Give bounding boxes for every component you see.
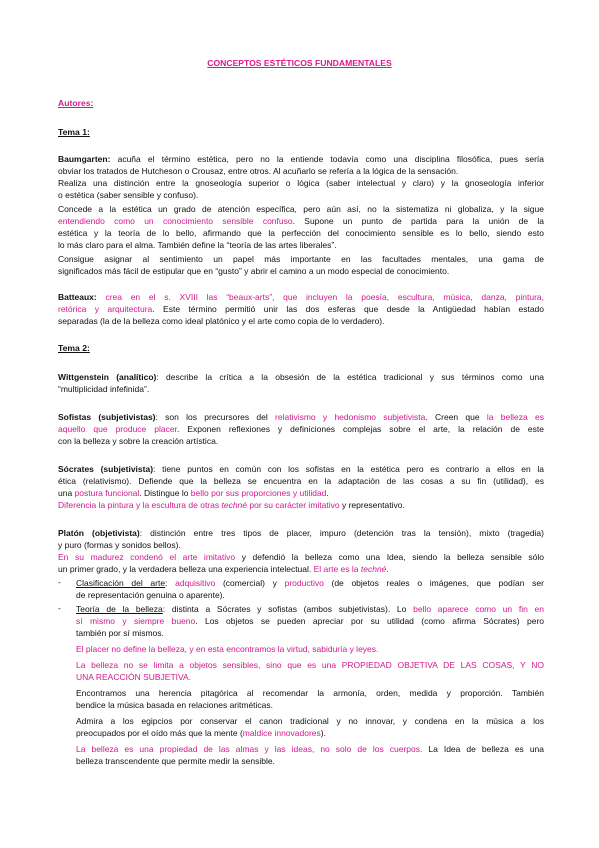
wittgenstein-name: Wittgenstein (analítico)	[58, 372, 157, 382]
text-span: La Idea de belleza es una	[422, 744, 544, 754]
baumgarten-line-5: Concede a la estética un grado de atención específica, pero aún así, no la sistematiza ni globaliza, y la sigue	[58, 204, 544, 214]
baumgarten-name: Baumgarten:	[58, 154, 111, 164]
highlight-span: postura funcional	[74, 488, 140, 498]
teoria-line-9: Admira a los egipcios por conservar el canon tradicional y no innovar, y condena en la música a los	[76, 716, 544, 726]
platon-line-3	[58, 551, 544, 563]
sofistas-name: Sofistas (subjetivistas)	[58, 412, 156, 422]
baumgarten-line-4: o estética (saber sensible y confuso).	[58, 190, 199, 200]
text-span: : tiene puntos en común con los sofistas en la estética pero es contrario a ellos en la	[153, 464, 544, 474]
highlight-span: maldice innovadores	[242, 728, 321, 738]
text-span: . Creen que	[425, 412, 487, 422]
text-span: .	[326, 488, 329, 498]
highlight-span: aquello que produce placer	[58, 424, 177, 434]
highlight-span: bello aparece como un fin en	[413, 604, 544, 614]
baumgarten-line-2: obviar los tratados de Hutcheson o Crousaz, entre otros. Al acuñarlo se refería a la lógica de la sensación.	[58, 166, 459, 176]
highlight-span: retórica y arquitectura	[58, 304, 153, 314]
highlight-span: adquisitivo	[175, 578, 216, 588]
socrates-name: Sócrates (subjetivista)	[58, 464, 154, 474]
highlight-span: productivo	[284, 578, 324, 588]
teoria-line-3: también por sí mismos.	[76, 628, 164, 638]
highlight-span: crea en el s. XVIII las “beaux-arts”, que incluyen la poesía, escultura, música, danza, pintura,	[96, 292, 544, 302]
clasificacion-line-1	[76, 577, 544, 589]
platon-line-1	[58, 527, 544, 539]
highlight-span: entendiendo como un conocimiento sensible confuso	[58, 216, 293, 226]
text-span: .	[386, 564, 389, 574]
baumgarten-line-9: Consigue asignar al sentimiento un papel más importante en las facultades mentales, una gama de	[58, 254, 544, 264]
text-span: : describe la crítica a la obsesión de la estética tradicional y sus términos como una	[156, 372, 544, 382]
text-span: (comercial) y	[215, 578, 285, 588]
batteaux-line-1	[58, 291, 544, 303]
list-bullet: -	[58, 603, 61, 613]
socrates-line-3	[58, 487, 544, 499]
text-span: : distinta a Sócrates y sofistas (ambos subjetivistas). Lo	[162, 604, 414, 614]
baumgarten-line-6	[58, 215, 544, 227]
list-item-heading: Clasificación del arte	[76, 578, 166, 588]
highlight-span: La belleza es una propiedad de las almas y las ideas, no solo de los cuerpos.	[76, 744, 423, 754]
socrates-line-1	[58, 463, 544, 475]
teoria-line-4: El placer no define la belleza, y en esta encontramos la virtud, sabiduría y leyes.	[76, 644, 379, 654]
tema2-heading: Tema 2:	[58, 343, 90, 353]
highlight-span: techné	[221, 500, 248, 510]
text-span: : distinción entre tres tipos de placer, impuro (detención tras la tensión), mixto (tragedia)	[139, 528, 544, 538]
text-span: preocupados por el oído más que la mente (	[76, 728, 243, 738]
baumgarten-line-7: estética y la teoría de lo bello, afirmando que la perfección del conocimiento sensible es lo bello, siendo esto	[58, 228, 544, 238]
highlight-span: bello por sus proporciones y utilidad	[190, 488, 327, 498]
text-span: . Este término permitió unir las dos esferas que desde la Antigüedad habían estado	[152, 304, 544, 314]
socrates-line-4	[58, 499, 544, 511]
highlight-span: la belleza es	[486, 412, 544, 422]
platon-line-2: y puro (formas y sonidos bellos).	[58, 540, 181, 550]
teoria-line-11	[76, 743, 544, 755]
highlight-span: techné	[360, 564, 387, 574]
teoria-line-5: La belleza no se limita a objetos sensibles, sino que es una PROPIEDAD OBJETIVA DE LAS COSAS, Y NO	[76, 660, 544, 670]
teoria-line-6: UNA REACCIÓN SUBJETIVA.	[76, 672, 192, 682]
text-span: acuña el término estética, pero no la entiende todavía como una disciplina filosófica, pues sería	[110, 154, 544, 164]
platon-name: Platón (objetivista)	[58, 528, 140, 538]
text-span: : son los precursores del	[155, 412, 276, 422]
highlight-span: El arte es la	[313, 564, 361, 574]
text-span: :	[165, 578, 176, 588]
list-item-heading: Teoría de la belleza	[76, 604, 163, 614]
teoria-line-1	[76, 603, 544, 615]
baumgarten-line-8: lo más claro para el alma. También define la “teoría de las artes liberales”.	[58, 240, 337, 250]
baumgarten-line-10: significados más fácil de estipular que en “gusto” y abrir el camino a un modo especial de conocimiento.	[58, 266, 450, 276]
sofistas-line-3: con la belleza y sobre la creación artística.	[58, 436, 219, 446]
clasificacion-line-2: de representación genuina o aparente).	[76, 590, 225, 600]
teoria-line-2	[76, 615, 544, 627]
wittgenstein-line-1	[58, 371, 544, 383]
text-span: y representativo.	[339, 500, 405, 510]
batteaux-line-3: separadas (la de la belleza como ideal platónico y el arte como copia de lo verdadero).	[58, 316, 385, 326]
list-bullet: -	[58, 577, 61, 587]
tema1-heading: Tema 1:	[58, 127, 90, 137]
baumgarten-line-1	[58, 153, 544, 165]
teoria-line-7: Encontramos una herencia pitagórica al recomendar la armonía, orden, medida y proporción. También	[76, 688, 544, 698]
text-span: . Exponen reflexiones y definiciones complejas sobre el arte, la relación de este	[176, 424, 544, 434]
platon-line-4	[58, 563, 544, 575]
socrates-line-2: ética (relativismo). Defiende que la belleza se encuentra en la adaptación de las cosas a su fin (utilidad), es	[58, 476, 544, 486]
highlight-span: por su carácter imitativo	[247, 500, 340, 510]
teoria-line-12: belleza transcendente que permite medir la sensible.	[76, 756, 275, 766]
text-span: . Los objetos se pueden apreciar por su utilidad (como afirma Sócrates) pero	[195, 616, 544, 626]
text-span: ).	[320, 728, 326, 738]
text-span: un primer grado, y la verdadera belleza una experiencia intelectual.	[58, 564, 314, 574]
teoria-line-8: bendice la música basada en relaciones aritméticas.	[76, 700, 274, 710]
text-span: una	[58, 488, 75, 498]
wittgenstein-line-2: “multiplicidad infefinida”.	[58, 384, 150, 394]
highlight-span: Diferencia la pintura y la escultura de otras	[58, 500, 222, 510]
highlight-span: relativismo y hedonismo subjetivista	[275, 412, 426, 422]
highlight-span: sí mismo y siempre bueno	[76, 616, 196, 626]
document-title: CONCEPTOS ESTÉTICOS FUNDAMENTALES	[207, 58, 392, 68]
text-span: . Supone un punto de partida para la unión de la	[292, 216, 544, 226]
text-span: . Distingue lo	[139, 488, 191, 498]
baumgarten-line-3: Realiza una distinción entre la gnoseología superior o lógica (saber intelectual y claro) y la gnoseología inferior	[58, 178, 544, 188]
autores-heading: Autores:	[58, 98, 94, 108]
text-span: y defendió la belleza como una Idea, siendo la belleza sensible sólo	[235, 552, 544, 562]
batteaux-name: Batteaux:	[58, 292, 97, 302]
sofistas-line-2	[58, 423, 544, 435]
batteaux-line-2	[58, 303, 544, 315]
highlight-span: En su madurez condenó el arte imitativo	[58, 552, 236, 562]
sofistas-line-1	[58, 411, 544, 423]
teoria-line-10	[76, 727, 544, 739]
text-span: (de objetos reales o imágenes, que podían ser	[323, 578, 544, 588]
